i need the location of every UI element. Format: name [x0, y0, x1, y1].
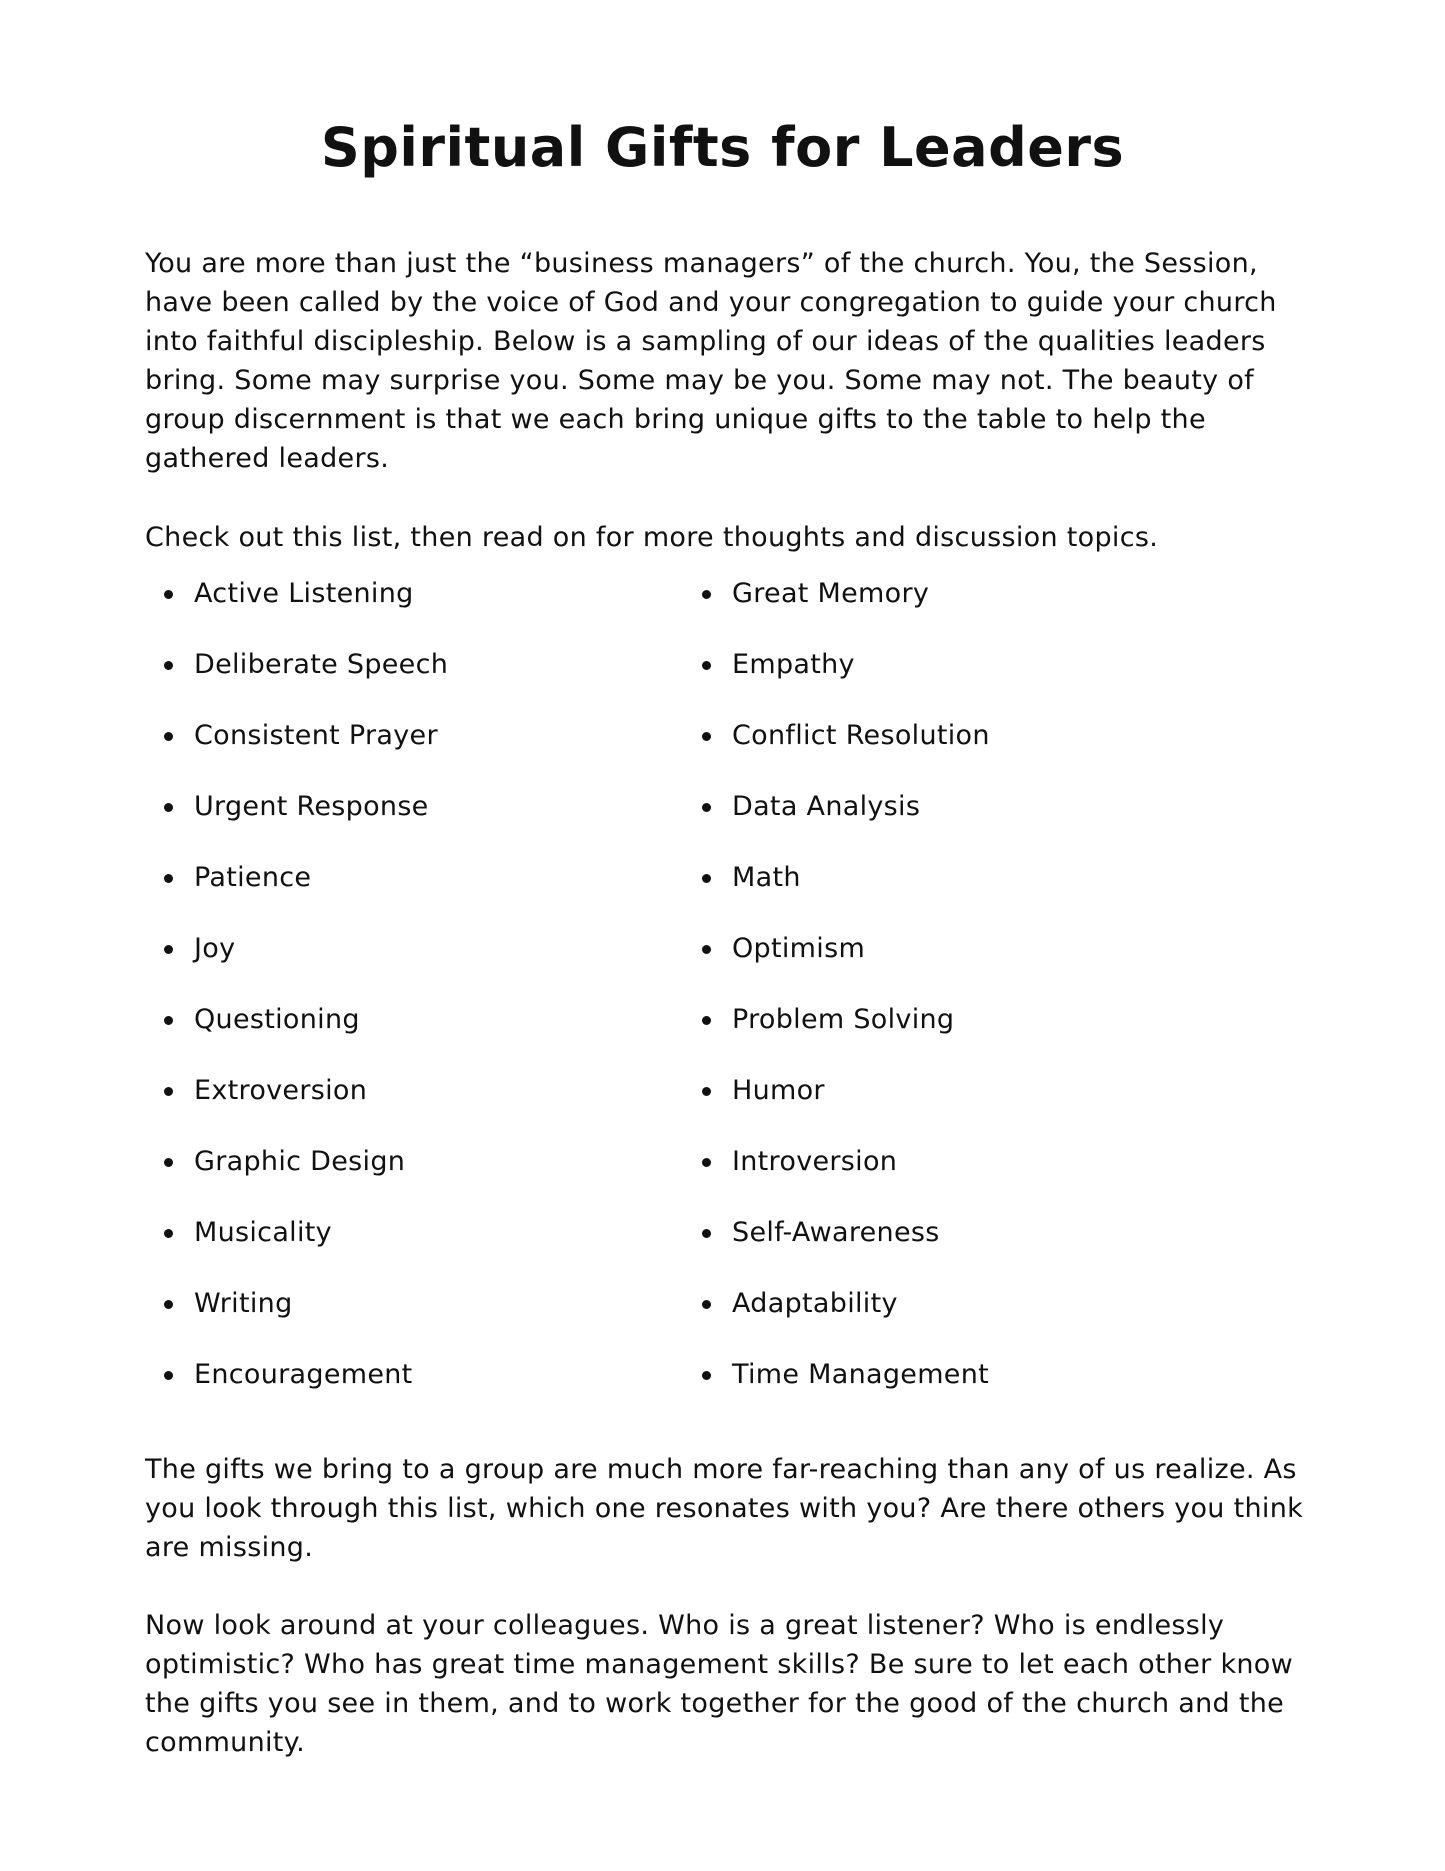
gift-list-item — [162, 575, 682, 646]
bullet-icon — [164, 945, 173, 954]
gift-list-item — [700, 1072, 1260, 1143]
gift-label: Extroversion — [194, 1075, 368, 1106]
gift-list-item — [700, 930, 1260, 1001]
document-title: Spiritual Gifts for Leaders — [320, 116, 1125, 179]
gift-label: Introversion — [732, 1146, 898, 1177]
bullet-icon — [702, 945, 711, 954]
bullet-icon — [702, 661, 711, 670]
gift-label: Optimism — [732, 933, 866, 964]
bullet-icon — [164, 1300, 173, 1309]
gift-list-item — [700, 1214, 1260, 1285]
bullet-icon — [702, 1158, 711, 1167]
gift-label: Great Memory — [732, 578, 930, 609]
bullet-icon — [164, 1229, 173, 1238]
gift-list-item — [700, 1143, 1260, 1214]
bullet-icon — [702, 1087, 711, 1096]
gift-list-item — [162, 1214, 682, 1285]
gift-label: Time Management — [732, 1359, 990, 1390]
gift-label: Patience — [194, 862, 312, 893]
gift-label: Active Listening — [194, 578, 414, 609]
gift-list-item — [700, 788, 1260, 859]
after-list-paragraph: The gifts we bring to a group are much more far-reaching than any of us realize. As you look through this list, which one resonates with you? Are there others you think are missing. — [145, 1454, 1304, 1563]
gift-list-item — [162, 1001, 682, 1072]
gift-label: Joy — [194, 933, 236, 964]
gift-label: Self-Awareness — [732, 1217, 940, 1248]
gift-label: Math — [732, 862, 801, 893]
gift-list-item — [700, 1001, 1260, 1072]
bullet-icon — [702, 590, 711, 599]
bullet-icon — [164, 661, 173, 670]
intro-paragraph: You are more than just the “business managers” of the church. You, the Session, have been called by the voice of God and your congregation to guide your church into faithful discipleship. Below is a sampling of our ideas of the qualities leaders bring. Some may surprise you. Some may be you. Some may not. The beauty of group discernment is that we each bring unique gifts to the table to help the gathered leaders. — [145, 248, 1277, 474]
gift-list-item — [700, 646, 1260, 717]
bullet-icon — [164, 874, 173, 883]
gift-list-item — [162, 1143, 682, 1214]
gift-label: Encouragement — [194, 1359, 413, 1390]
gift-list-item — [700, 1356, 1260, 1427]
gift-list-right-column — [700, 575, 1260, 1427]
gift-list-item — [700, 1285, 1260, 1356]
gift-list-item — [162, 717, 682, 788]
gift-label: Questioning — [194, 1004, 360, 1035]
gift-label: Musicality — [194, 1217, 332, 1248]
bullet-icon — [164, 1016, 173, 1025]
bullet-icon — [164, 803, 173, 812]
bullet-icon — [702, 874, 711, 883]
gift-list-item — [162, 1356, 682, 1427]
gift-label: Data Analysis — [732, 791, 921, 822]
bullet-icon — [702, 1300, 711, 1309]
gift-label: Writing — [194, 1288, 293, 1319]
gift-list-item — [162, 859, 682, 930]
bullet-icon — [702, 1229, 711, 1238]
gift-list-item — [162, 930, 682, 1001]
bullet-icon — [164, 1087, 173, 1096]
gift-list-item — [162, 1285, 682, 1356]
bullet-icon — [702, 1016, 711, 1025]
gift-label: Empathy — [732, 649, 855, 680]
gift-list-item — [162, 788, 682, 859]
gift-label: Deliberate Speech — [194, 649, 449, 680]
gift-list-item — [162, 646, 682, 717]
gift-list-item — [162, 1072, 682, 1143]
bullet-icon — [702, 732, 711, 741]
gift-list-item — [700, 575, 1260, 646]
bullet-icon — [164, 590, 173, 599]
gift-list-left-column — [162, 575, 682, 1427]
gift-label: Adaptability — [732, 1288, 898, 1319]
list-lead-paragraph: Check out this list, then read on for more thoughts and discussion topics. — [145, 522, 1159, 553]
bullet-icon — [164, 1371, 173, 1380]
closing-paragraph: Now look around at your colleagues. Who is a great listener? Who is endlessly optimistic? Who has great time management skills? Be sure to let each other know the gifts you see in them, and to work together for the good of the church and the community. — [145, 1610, 1293, 1758]
bullet-icon — [702, 803, 711, 812]
gift-label: Problem Solving — [732, 1004, 955, 1035]
bullet-icon — [164, 1158, 173, 1167]
gift-label: Conflict Resolution — [732, 720, 990, 751]
bullet-icon — [164, 732, 173, 741]
gift-label: Consistent Prayer — [194, 720, 438, 751]
gift-label: Graphic Design — [194, 1146, 406, 1177]
gift-label: Urgent Response — [194, 791, 429, 822]
bullet-icon — [702, 1371, 711, 1380]
gift-list-item — [700, 859, 1260, 930]
gift-list-item — [700, 717, 1260, 788]
gift-label: Humor — [732, 1075, 825, 1106]
